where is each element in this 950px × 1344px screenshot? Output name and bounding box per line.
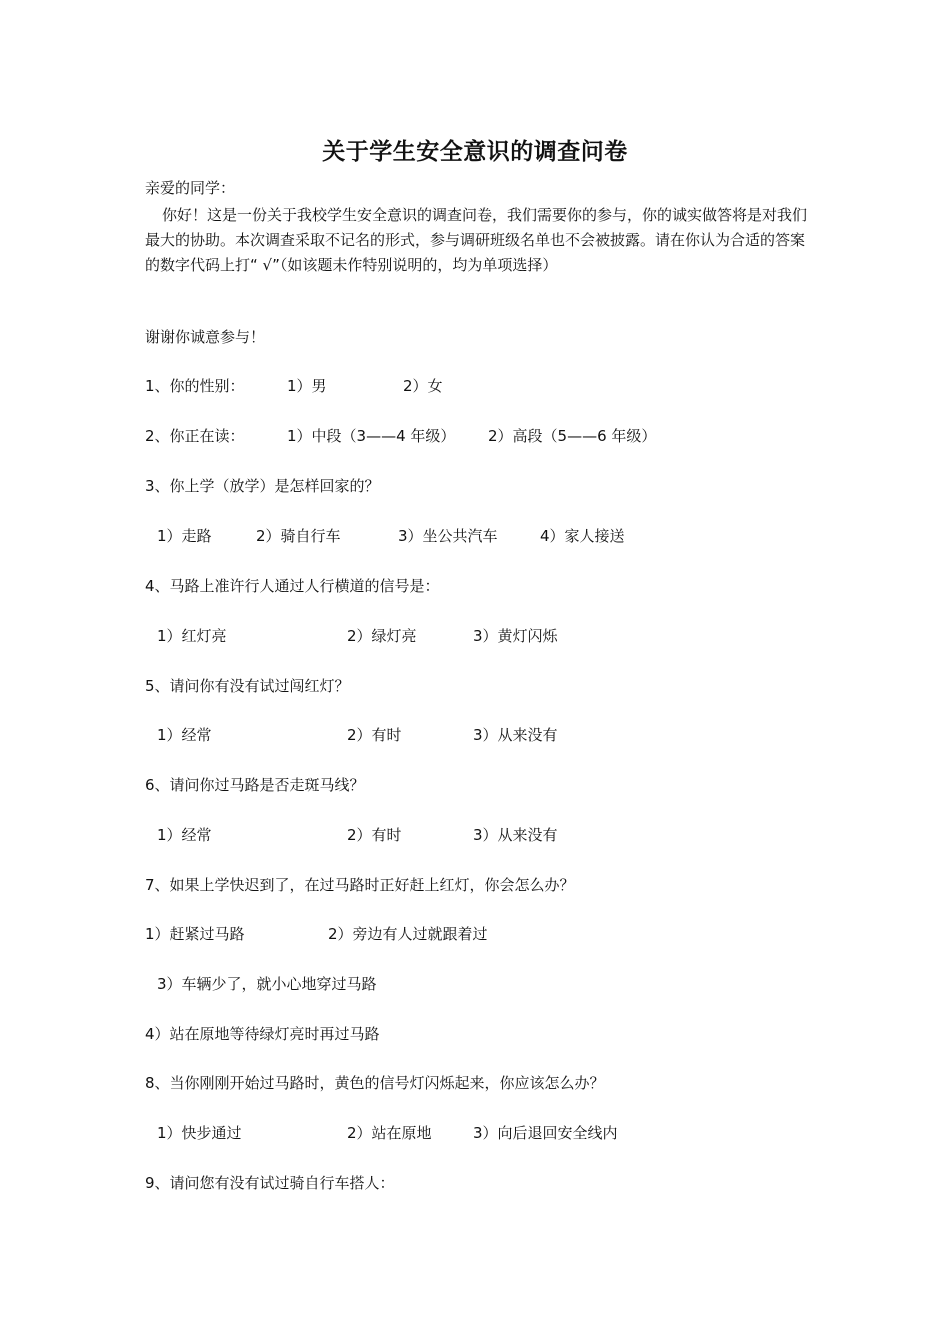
- q6-option-3: 3）从来没有: [473, 826, 558, 844]
- q3-option-1: 1）走路: [157, 527, 212, 545]
- intro-paragraph: 你好！这是一份关于我校学生安全意识的调查问卷，我们需要你的参与，你的诚实做答将是对我们最大的协助。本次调查采取不记名的形式，参与调研班级名单也不会被披露。请在你认为合适的答案的数字代码上打“ √”（如该题未作特别说明的，均为单项选择）: [145, 206, 808, 274]
- q2-option-1: 1）中段（3——4 年级）: [287, 427, 456, 445]
- question-3: 3、你上学（放学）是怎样回家的？: [145, 477, 380, 495]
- greeting: 亲爱的同学：: [145, 179, 236, 197]
- question-9: 9、请问您有没有试过骑自行车搭人：: [145, 1174, 395, 1192]
- q1-option-2: 2）女: [403, 377, 443, 395]
- q5-option-1: 1）经常: [157, 726, 212, 744]
- q1-option-1: 1）男: [287, 377, 327, 395]
- thanks-line: 谢谢你诚意参与！: [145, 328, 266, 346]
- q5-option-3: 3）从来没有: [473, 726, 558, 744]
- q3-option-3: 3）坐公共汽车: [398, 527, 498, 545]
- q2-option-2: 2）高段（5——6 年级）: [488, 427, 657, 445]
- question-1: 1、你的性别：: [145, 377, 245, 395]
- question-6: 6、请问你过马路是否走斑马线？: [145, 776, 365, 794]
- q6-option-1: 1）经常: [157, 826, 212, 844]
- question-2: 2、你正在读：: [145, 427, 245, 445]
- question-4: 4、马路上准许行人通过人行横道的信号是：: [145, 577, 440, 595]
- q8-option-3: 3）向后退回安全线内: [473, 1124, 618, 1142]
- q4-option-3: 3）黄灯闪烁: [473, 627, 558, 645]
- page-title: 关于学生安全意识的调查问卷: [322, 138, 628, 165]
- question-8: 8、当你刚刚开始过马路时，黄色的信号灯闪烁起来，你应该怎么办？: [145, 1074, 605, 1092]
- q4-option-1: 1）红灯亮: [157, 627, 227, 645]
- q5-option-2: 2）有时: [347, 726, 402, 744]
- q7-option-3: 3）车辆少了，就小心地穿过马路: [157, 975, 377, 993]
- q8-option-1: 1）快步通过: [157, 1124, 242, 1142]
- q7-option-2: 2）旁边有人过就跟着过: [328, 925, 488, 943]
- q6-option-2: 2）有时: [347, 826, 402, 844]
- q3-option-4: 4）家人接送: [540, 527, 625, 545]
- q3-option-2: 2）骑自行车: [256, 527, 341, 545]
- q4-option-2: 2）绿灯亮: [347, 627, 417, 645]
- q8-option-2: 2）站在原地: [347, 1124, 432, 1142]
- question-7: 7、如果上学快迟到了，在过马路时正好赶上红灯，你会怎么办？: [145, 876, 575, 894]
- question-5: 5、请问你有没有试过闯红灯？: [145, 677, 350, 695]
- q7-option-4: 4）站在原地等待绿灯亮时再过马路: [145, 1025, 380, 1043]
- q7-option-1: 1）赶紧过马路: [145, 925, 245, 943]
